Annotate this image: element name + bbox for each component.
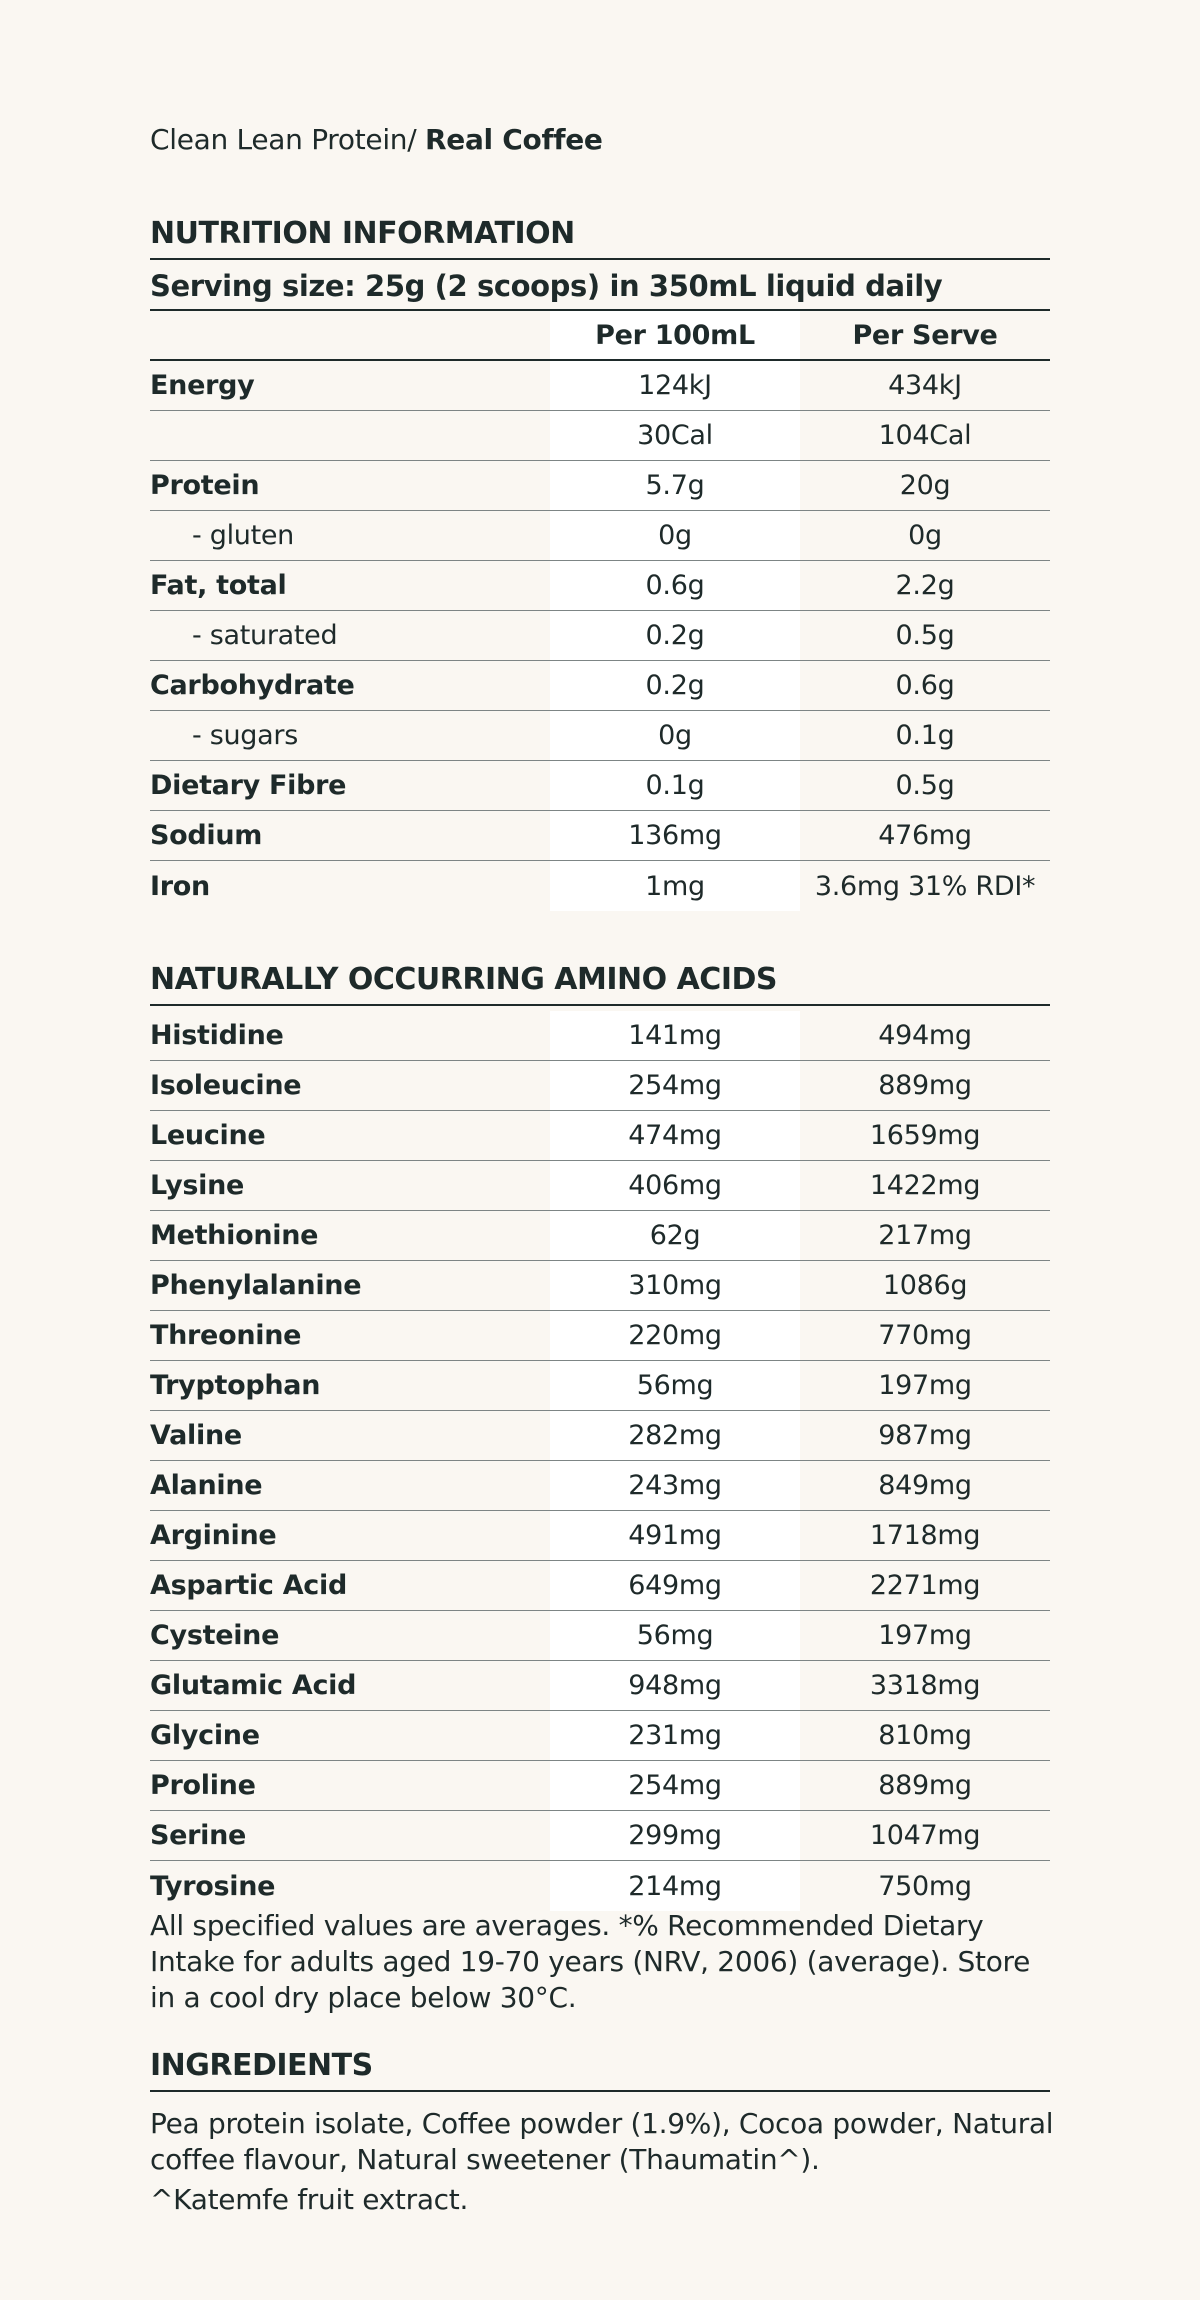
amino-per-100ml: 491mg [550, 1511, 800, 1560]
nutrition-per-serve: 0.5g [895, 620, 955, 651]
amino-label: Valine [150, 1420, 242, 1451]
nutrition-row [150, 411, 1050, 461]
amino-per-serve: 1047mg [869, 1820, 981, 1851]
product-title [150, 122, 603, 158]
amino-per-serve: 750mg [878, 1870, 972, 1902]
amino-row [150, 1311, 1050, 1361]
nutrition-per-serve: 20g [899, 470, 951, 501]
amino-per-100ml: 62g [550, 1211, 800, 1260]
amino-label: Glutamic Acid [150, 1670, 357, 1701]
nutrition-row [150, 711, 1050, 761]
amino-per-100ml: 243mg [550, 1461, 800, 1510]
amino-row [150, 1111, 1050, 1161]
amino-per-100ml: 220mg [550, 1311, 800, 1360]
amino-label: Histidine [150, 1020, 284, 1051]
nutrition-per-serve: 0.6g [895, 670, 955, 701]
amino-per-serve: 987mg [878, 1420, 972, 1451]
amino-per-serve: 3318mg [869, 1670, 981, 1701]
nutrition-row [150, 511, 1050, 561]
amino-per-serve: 1718mg [869, 1520, 981, 1551]
nutrition-label: Energy [150, 370, 255, 401]
nutrition-per-100ml: 0.2g [550, 611, 800, 660]
amino-per-100ml: 649mg [550, 1561, 800, 1610]
nutrition-per-100ml: 136mg [550, 811, 800, 860]
nutrition-label: Sodium [150, 820, 263, 851]
nutrition-row [150, 761, 1050, 811]
nutrition-label: Iron [150, 870, 210, 902]
amino-per-100ml: 254mg [550, 1061, 800, 1110]
footnote-text: All specified values are averages. *% Recommended Dietary Intake for adults aged 19-70 years (NRV, 2006) (average). Store in a cool dry place below 30°C. [150, 1909, 1031, 2014]
ingredients-title: INGREDIENTS [150, 2048, 1050, 2092]
nutrition-row [150, 861, 1050, 911]
amino-label: Serine [150, 1820, 247, 1851]
amino-per-100ml: 406mg [550, 1161, 800, 1210]
amino-row [150, 1011, 1050, 1061]
nutrition-per-100ml: 0g [550, 511, 800, 560]
amino-per-100ml: 299mg [550, 1811, 800, 1860]
header-per-100ml: Per 100mL [550, 311, 800, 359]
product-flavour: Real Coffee [425, 123, 603, 156]
nutrition-per-100ml: 0.1g [550, 761, 800, 810]
amino-per-100ml: 214mg [550, 1861, 800, 1911]
nutrition-per-100ml: 124kJ [550, 361, 800, 410]
amino-row [150, 1761, 1050, 1811]
nutrition-label: Protein [150, 470, 260, 501]
nutrition-per-100ml: 5.7g [550, 461, 800, 510]
amino-row [150, 1861, 1050, 1911]
nutrition-per-serve: 0.1g [895, 720, 955, 751]
nutrition-per-100ml: 0.6g [550, 561, 800, 610]
amino-per-100ml: 56mg [550, 1611, 800, 1660]
amino-label: Isoleucine [150, 1070, 302, 1101]
amino-per-100ml: 948mg [550, 1661, 800, 1710]
amino-per-serve: 770mg [878, 1320, 972, 1351]
amino-label: Cysteine [150, 1620, 280, 1651]
amino-per-serve: 1422mg [869, 1170, 981, 1201]
amino-row [150, 1411, 1050, 1461]
amino-per-serve: 1086g [882, 1270, 968, 1301]
amino-row [150, 1261, 1050, 1311]
amino-per-serve: 2271mg [869, 1570, 981, 1601]
amino-label: Arginine [150, 1520, 277, 1551]
amino-row [150, 1161, 1050, 1211]
nutrition-per-serve: 0.5g [895, 770, 955, 801]
nutrition-label: Carbohydrate [150, 670, 355, 701]
amino-per-100ml: 254mg [550, 1761, 800, 1810]
nutrition-per-serve: 434kJ [888, 370, 962, 401]
amino-per-100ml: 56mg [550, 1361, 800, 1410]
amino-label: Tryptophan [150, 1370, 321, 1401]
nutrition-row [150, 811, 1050, 861]
nutrition-row [150, 461, 1050, 511]
nutrition-per-serve: 3.6mg 31% RDI* [814, 870, 1036, 902]
amino-per-100ml: 282mg [550, 1411, 800, 1460]
amino-row [150, 1061, 1050, 1111]
amino-per-serve: 810mg [878, 1720, 972, 1751]
nutrition-header-row [150, 311, 1050, 361]
amino-row [150, 1561, 1050, 1611]
serving-size: Serving size: 25g (2 scoops) in 350mL liquid daily [150, 264, 1050, 311]
nutrition-label: Dietary Fibre [150, 770, 347, 801]
ingredients-footnote: ^Katemfe fruit extract. [150, 2183, 469, 2216]
amino-label: Methionine [150, 1220, 319, 1251]
nutrition-row [150, 611, 1050, 661]
amino-label: Leucine [150, 1120, 266, 1151]
nutrition-label [150, 411, 550, 460]
amino-per-serve: 849mg [878, 1470, 972, 1501]
nutrition-row [150, 561, 1050, 611]
amino-row [150, 1611, 1050, 1661]
amino-label: Glycine [150, 1720, 260, 1751]
amino-row [150, 1461, 1050, 1511]
amino-row [150, 1511, 1050, 1561]
nutrition-per-100ml: 1mg [550, 861, 800, 911]
header-per-serve: Per Serve [852, 319, 998, 351]
amino-label: Lysine [150, 1170, 245, 1201]
nutrition-label: - saturated [192, 620, 338, 651]
amino-label: Phenylalanine [150, 1270, 362, 1301]
nutrition-per-100ml: 0.2g [550, 661, 800, 710]
ingredients-text: Pea protein isolate, Coffee powder (1.9%), Cocoa powder, Natural coffee flavour, Natural sweetener (Thaumatin^). [150, 2107, 1054, 2176]
product-name: Clean Lean Protein/ [150, 123, 417, 156]
nutrition-per-serve: 104Cal [878, 420, 972, 451]
amino-row [150, 1361, 1050, 1411]
amino-row [150, 1661, 1050, 1711]
amino-per-serve: 889mg [878, 1070, 972, 1101]
amino-label: Proline [150, 1770, 256, 1801]
nutrition-per-100ml: 0g [550, 711, 800, 760]
header-blank [150, 311, 550, 359]
nutrition-row [150, 361, 1050, 411]
amino-label: Alanine [150, 1470, 263, 1501]
amino-label: Threonine [150, 1320, 302, 1351]
nutrition-label: - sugars [192, 720, 298, 751]
nutrition-per-serve: 476mg [878, 820, 972, 851]
nutrition-label: Fat, total [150, 570, 287, 601]
amino-per-serve: 217mg [878, 1220, 972, 1251]
nutrition-table [150, 311, 1050, 911]
amino-per-100ml: 310mg [550, 1261, 800, 1310]
amino-per-serve: 494mg [878, 1020, 972, 1051]
amino-per-serve: 1659mg [869, 1120, 981, 1151]
amino-row [150, 1811, 1050, 1861]
nutrition-title: NUTRITION INFORMATION [150, 216, 1050, 260]
nutrition-per-serve: 0g [908, 520, 942, 551]
ingredients-block [150, 2106, 1060, 2222]
nutrition-per-serve: 2.2g [895, 570, 955, 601]
amino-label: Tyrosine [150, 1870, 276, 1902]
amino-row [150, 1711, 1050, 1761]
amino-table [150, 1011, 1050, 1911]
amino-per-100ml: 141mg [550, 1011, 800, 1060]
amino-per-serve: 197mg [878, 1370, 972, 1401]
amino-title: NATURALLY OCCURRING AMINO ACIDS [150, 962, 1050, 1006]
amino-row [150, 1211, 1050, 1261]
amino-per-100ml: 474mg [550, 1111, 800, 1160]
amino-label: Aspartic Acid [150, 1570, 347, 1601]
nutrition-row [150, 661, 1050, 711]
amino-per-serve: 197mg [878, 1620, 972, 1651]
amino-per-100ml: 231mg [550, 1711, 800, 1760]
nutrition-per-100ml: 30Cal [550, 411, 800, 460]
amino-per-serve: 889mg [878, 1770, 972, 1801]
nutrition-label: - gluten [192, 520, 294, 551]
